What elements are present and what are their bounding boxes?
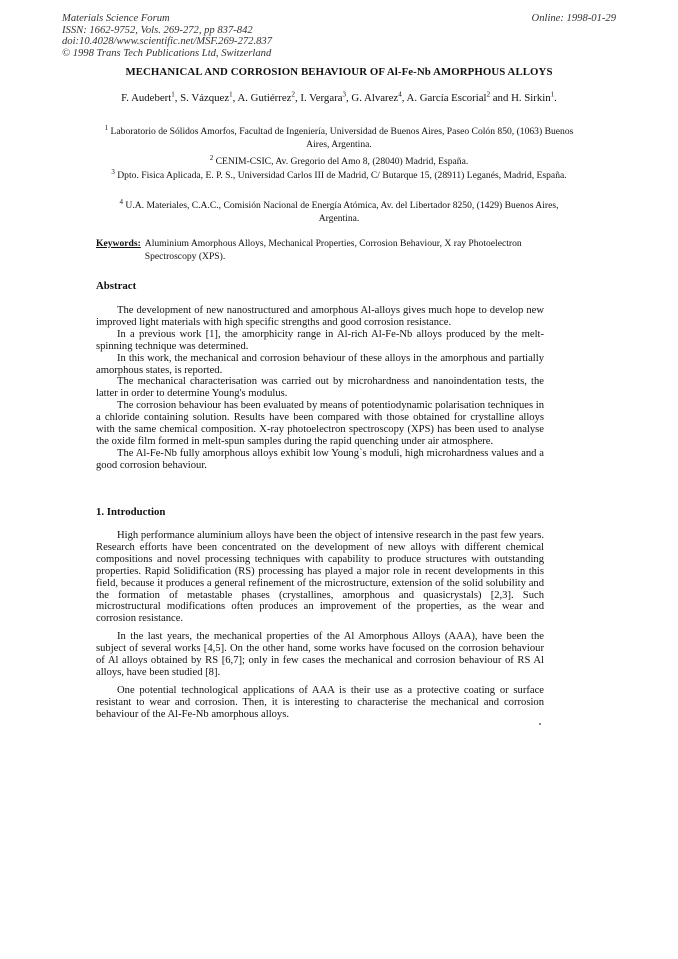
author: A. García Escorial$^2$ and <box>406 90 512 104</box>
author-list <box>92 92 586 105</box>
intro-paragraph: In the last years, the mechanical properties of the Al Amorphous Alloys (AAA), have been the subject of several works [4,5]. On the other hand, some works have focused on the corrosion behaviour of Al alloys obtained by RS [6,7]; only in few cases the mechanical and corrosion behaviour of RS Al alloys, have been studied [8]. <box>96 631 544 678</box>
intro-paragraph: One potential technological applications of AAA is their use as a protective coating or surface resistant to wear and corrosion. Then, it is interesting to characterise the mechanical and corrosion behaviour of the Al-Fe-Nb amorphous alloys. <box>96 684 544 720</box>
affiliation-4: $^4$ U.A. Materiales, C.A.C., Comisión Nacional de Energía Atómica, Av. del Libertador 8250, (1429) Buenos Aires, Argentina. <box>119 197 559 224</box>
keywords-label: Keywords: <box>96 238 141 249</box>
abstract-body <box>96 305 544 472</box>
intro-paragraph: High performance aluminium alloys have been the object of intensive research in the past few years. Research efforts have been concentrated on the development of new alloys with different chemical compositions and novel processing techniques with capability to produce structures with outstanding properties. Rapid Solidification (RS) processing has played a major role in recent developments in this field, because it produces a general refinement of the microstructure, extension of the solid solubility and the formation of metastable phases (crystallines, amorphous and quasicrystals) [2,3]. Such microstructural modifications often produces an improvement of the properties, as the wear and corrosion resistance. <box>96 530 544 625</box>
introduction-body <box>96 530 544 721</box>
paper-title: MECHANICAL AND CORROSION BEHAVIOUR OF Al-Fe-Nb AMORPHOUS ALLOYS <box>125 66 553 78</box>
publication-metadata <box>62 13 272 59</box>
author: G. Alvarez$^4$, <box>351 90 407 104</box>
abstract-heading: Abstract <box>96 280 137 292</box>
copyright-line: © 1998 Trans Tech Publications Ltd, Switzerland <box>62 47 272 59</box>
keywords <box>96 238 544 263</box>
abstract-paragraph: In a previous work [1], the amorphicity range in Al-rich Al-Fe-Nb alloys produced by the melt-spinning technique was determined. <box>96 328 544 352</box>
abstract-paragraph: In this work, the mechanical and corrosion behaviour of these alloys in the amorphous and partially amorphous states, is reported. <box>96 352 544 376</box>
online-date: Online: 1998-01-29 <box>531 13 616 24</box>
author: I. Vergara$^3$, <box>300 90 352 104</box>
abstract-paragraph: The mechanical characterisation was carried out by microhardness and nanoindentation tests, the latter in order to determine Young's modulus. <box>96 376 544 400</box>
journal-name: Materials Science Forum <box>62 13 170 24</box>
affiliation-3: $^3$ Dpto. Fisica Aplicada, E. P. S., Universidad Carlos III de Madrid, C/ Butarque 15, (28911) Leganés, Madrid, España. <box>111 167 567 181</box>
author: A. Gutiérrez$^2$, <box>237 90 301 104</box>
issn-line: ISSN: 1662-9752, Vols. 269-272, pp 837-842 <box>62 24 253 36</box>
affiliation-1: $^1$ Laboratorio de Sólidos Amorfos, Facultad de Ingeniería, Universidad de Buenos Aires, Paseo Colón 850, (1063) Buenos Aires, Argentina. <box>104 123 574 150</box>
affiliation-2: $^2$ CENIM-CSIC, Av. Gregorio del Amo 8, (28040) Madrid, España. <box>209 153 469 167</box>
author: H. Sirkin$^1$. <box>511 90 557 104</box>
keywords-text: Aluminium Amorphous Alloys, Mechanical Properties, Corrosion Behaviour, X ray Photoelectron Spectroscopy (XPS). <box>144 238 522 262</box>
scan-speck <box>539 723 541 725</box>
abstract-paragraph: The corrosion behaviour has been evaluated by means of potentiodynamic polarisation techniques in a chloride containing solution. Results have been compared with those obtained for crystalline alloys with the same chemical composition. X-ray photoelectron spectroscopy (XPS) has been used to analyse the oxide film formed in melt-spun samples during the rapid quenching under air atmosphere. <box>96 400 544 447</box>
abstract-paragraph: The Al-Fe-Nb fully amorphous alloys exhibit low Young`s moduli, high microhardness values and a good corrosion behaviour. <box>96 447 544 471</box>
author: F. Audebert$^1$, <box>121 90 181 104</box>
introduction-heading: 1. Introduction <box>96 506 166 518</box>
author: S. Vázquez$^1$, <box>180 90 238 104</box>
abstract-paragraph: The development of new nanostructured and amorphous Al-alloys gives much hope to develop new improved light materials with high specific strengths and good corrosion resistance. <box>96 305 544 328</box>
doi-line: doi:10.4028/www.scientific.net/MSF.269-272.837 <box>62 36 272 47</box>
